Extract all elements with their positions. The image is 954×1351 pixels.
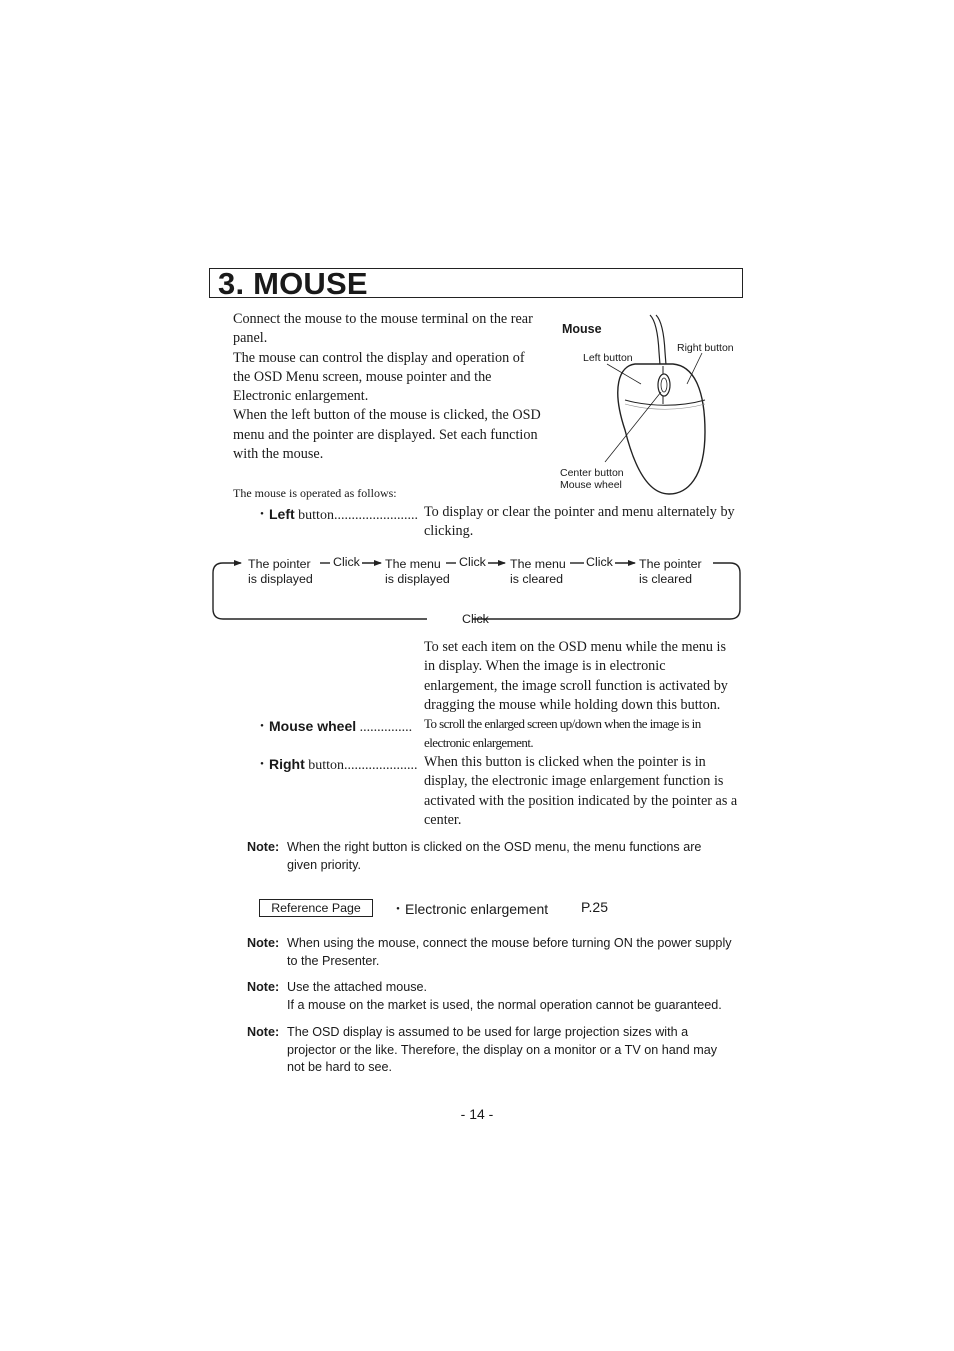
note-label: Note: [247,1025,280,1039]
flow-state-pointer-displayed: The pointer is displayed [248,557,313,586]
right-button-item-label [255,754,418,774]
item-name: Left [269,506,295,522]
left-button-callout: Left button [583,352,633,364]
reference-item: ・Electronic enlargement [391,901,549,917]
reference-page-number: P.25 [581,899,608,915]
item-suffix: ............... [356,720,413,735]
note-2: When using the mouse, connect the mouse before turning ON the power supply to the Presenter. [287,936,732,968]
bullet: ・ [255,720,269,735]
center-button-callout: Center button [560,467,624,479]
page-title: 3. MOUSE [218,266,368,301]
flow-click-label: Click [459,555,486,569]
intro-line: Electronic enlargement. [233,388,369,405]
figure-title: Mouse [562,322,602,336]
flow-state-menu-cleared: The menu is cleared [510,557,566,586]
page-number: - 14 - [460,1106,494,1122]
intro-line: the OSD Menu screen, mouse pointer and the [233,368,492,385]
note-3: Use the attached mouse. If a mouse on the market is used, the normal operation cannot be guaranteed. [287,980,722,1012]
mouse-wheel-item-label [255,716,412,736]
note-1: When the right button is clicked on the OSD menu, the menu functions are given priority. [287,840,702,872]
intro-line: menu and the pointer are displayed. Set each function [233,426,538,443]
mouse-wheel-callout: Mouse wheel [560,479,622,491]
note-4: The OSD display is assumed to be used for large projection sizes with a projector or the like. Therefore, the display on a monitor or a TV on hand may not be hard to see. [287,1025,718,1075]
intro-line: panel. [233,330,268,347]
operation-intro: The mouse is operated as follows: [233,486,397,500]
left-button-desc: To display or clear the pointer and menu alternately by [424,504,735,520]
note-label: Note: [247,980,280,994]
mouse-wheel-desc: To scroll the enlarged screen up/down when the image is in [424,716,701,731]
item-name: Right [269,756,305,772]
bullet: ・ [255,758,269,773]
mouse-wheel-desc-cont: electronic enlargement. [424,735,534,750]
left-button-desc-cont: clicking. [424,523,474,539]
intro-line: Connect the mouse to the mouse terminal on the rear [233,311,533,327]
intro-line: When the left button of the mouse is clicked, the OSD [233,407,541,424]
right-button-callout: Right button [677,342,734,354]
flow-click-label: Click [462,612,489,626]
intro-paragraph [233,310,549,464]
item-suffix: button........................ [294,508,418,523]
flow-state-menu-displayed: The menu is displayed [385,557,450,586]
left-button-item-label [255,504,418,524]
item-name: Mouse wheel [269,718,357,734]
drag-description: To set each item on the OSD menu while the menu is in display. When the image is in electronic enlargement, the image scroll function is activated by dragging the mouse while holding down this button. [424,639,728,713]
flow-click-label: Click [333,555,360,569]
note-label: Note: [247,936,280,950]
intro-line: The mouse can control the display and operation of [233,349,525,366]
flow-click-label: Click [586,555,613,569]
bullet: ・ [255,508,269,523]
reference-page-box: Reference Page [259,899,373,917]
intro-line: with the mouse. [233,446,324,463]
right-button-desc: When this button is clicked when the pointer is in display, the electronic image enlargement function is activated with the position indicated by the pointer as a center. [424,754,738,828]
note-label: Note: [247,840,280,854]
flow-state-pointer-cleared: The pointer is cleared [639,557,702,586]
section-title-box [209,266,743,301]
item-suffix: button..................... [304,758,418,773]
